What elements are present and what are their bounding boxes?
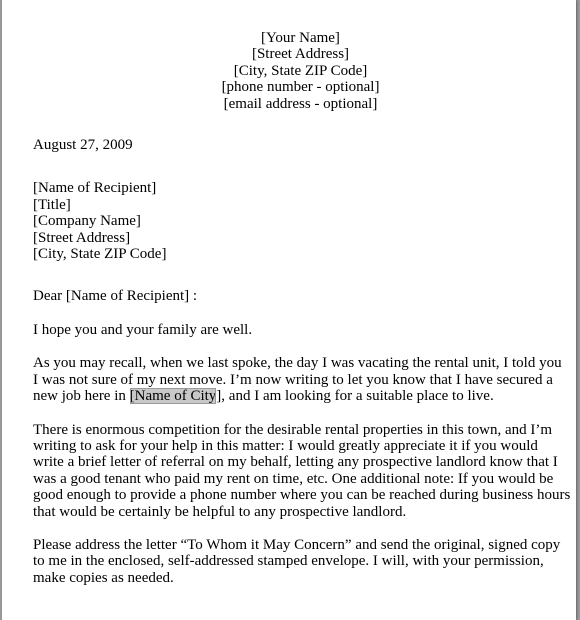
paragraph-line: write a brief letter of referral on my behalf, letting any prospective landlord know that I [33, 454, 558, 471]
paragraph-line: that would be certainly be helpful to any prospective landlord. [33, 503, 407, 520]
paragraph-text: new job here in [33, 388, 130, 405]
paragraph-line: writing to ask for your help in this matter: I would greatly appreciate it if you would [33, 437, 538, 454]
paragraph-line: good enough to provide a phone number where you can be reached during business hours [33, 487, 571, 504]
sender-block [33, 30, 568, 112]
recipient-city-state-zip[interactable]: [City, State ZIP Code] [33, 246, 167, 263]
sender-street[interactable]: [Street Address] [251, 46, 350, 63]
letter-body [33, 30, 571, 586]
sender-city-state-zip[interactable]: [City, State ZIP Code] [233, 62, 368, 79]
paragraph-address-instructions[interactable] [33, 537, 568, 586]
salutation[interactable]: Dear [Name of Recipient] : [33, 288, 198, 305]
paragraph-referral-request[interactable] [33, 421, 571, 520]
paragraph-line: There is enormous competition for the desirable rental properties in this town, and I’m [33, 421, 553, 438]
paragraph-greeting[interactable]: I hope you and your family are well. [33, 321, 253, 338]
city-placeholder-selection[interactable]: [Name of City [129, 388, 217, 405]
paragraph-line: to me in the enclosed, self-addressed stamped envelope. I will, with your permission, [33, 553, 544, 570]
sender-name[interactable]: [Your Name] [261, 30, 340, 46]
paragraph-text: ], and I am looking for a suitable place to live. [216, 388, 494, 405]
paragraph-line [33, 388, 568, 404]
paragraph-line: make copies as needed. [33, 569, 174, 586]
sender-phone[interactable]: [phone number - optional] [221, 79, 380, 96]
recipient-title[interactable]: [Title] [33, 196, 71, 213]
paragraph-line: Please address the letter “To Whom it May Concern” and send the original, signed copy [33, 536, 561, 553]
document-page [2, 0, 576, 620]
recipient-block [33, 180, 568, 262]
recipient-name[interactable]: [Name of Recipient] [33, 180, 157, 197]
paragraph-line: was a good tenant who paid my rent on time, etc. One additional note: If you would be [33, 470, 554, 487]
letter-date[interactable]: August 27, 2009 [33, 137, 133, 154]
recipient-company[interactable]: [Company Name] [33, 213, 141, 230]
sender-email[interactable]: [email address - optional] [223, 95, 378, 112]
paragraph-new-job[interactable] [33, 355, 568, 404]
recipient-street[interactable]: [Street Address] [33, 229, 131, 246]
paragraph-line: I was not sure of my next move. I’m now writing to let you know that I have secured a [33, 371, 553, 388]
paragraph-line: As you may recall, when we last spoke, the day I was vacating the rental unit, I told you [33, 355, 562, 372]
